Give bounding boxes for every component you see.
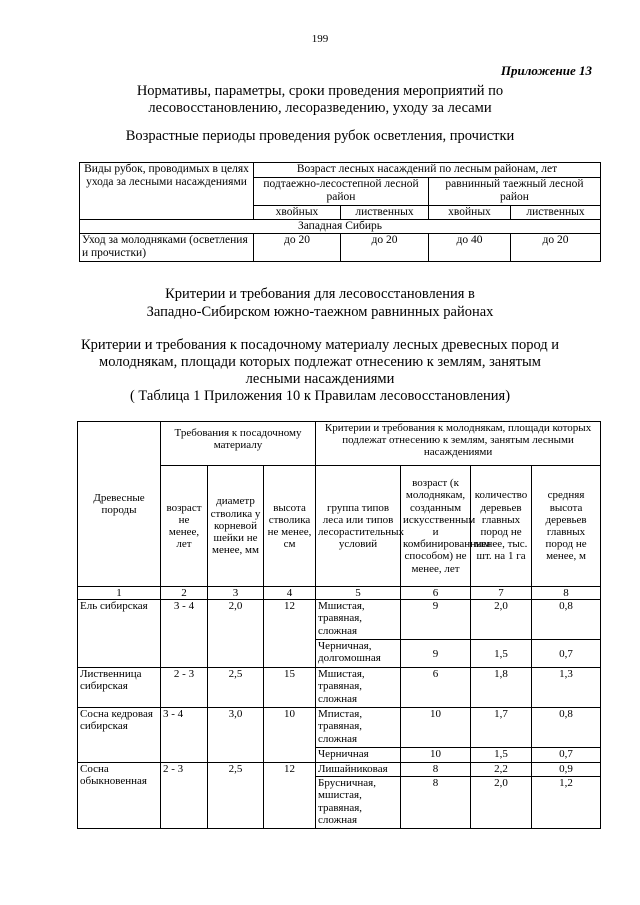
- cell-height: 10: [264, 708, 316, 763]
- species-name: Ель сибирская: [78, 600, 161, 668]
- species-name: Сосна кедровая сибирская: [78, 708, 161, 763]
- document-title-line: Нормативы, параметры, сроки проведения мероприятий по: [136, 83, 504, 99]
- header-young-age: возраст (к молоднякам, созданным искусственным и комбинированным способом) не менее, лет: [401, 466, 471, 587]
- header-diameter: диаметр стволика у корневой шейки не менее, мм: [208, 466, 264, 587]
- cell-young-age: 8: [401, 777, 471, 829]
- cell-average-height: 1,2: [532, 777, 601, 829]
- header-region-subtaiga: подтаежно-лесостепной лесной район: [254, 178, 429, 206]
- document-title: [0, 83, 640, 117]
- table2-caption: [0, 337, 640, 405]
- header-average-height: средняя высота деревьев главных пород не менее, м: [532, 466, 601, 587]
- cell-diameter: 2,0: [208, 600, 264, 668]
- column-number: 7: [471, 587, 532, 600]
- cell-young-age: 8: [401, 763, 471, 777]
- cell-diameter: 3,0: [208, 708, 264, 763]
- section-heading-line: Критерии и требования для лесовосстановления в: [165, 286, 475, 302]
- cell-value: до 40: [429, 234, 511, 262]
- cell-diameter: 2,5: [208, 763, 264, 829]
- cell-age: 3 - 4: [161, 600, 208, 668]
- table1-caption: Возрастные периоды проведения рубок осветления, прочистки: [125, 128, 515, 144]
- column-number: 2: [161, 587, 208, 600]
- cell-forest-type-group: Лишайниковая: [316, 763, 401, 777]
- header-young-stands: Критерии и требования к молоднякам, площади которых подлежат отнесению к землям, занятым лесными насаждениями: [316, 422, 601, 466]
- cell-forest-type-group: Мпистая, травяная, сложная: [316, 708, 401, 748]
- header-species: Древесные породы: [78, 422, 161, 587]
- section-heading: [0, 285, 640, 321]
- column-number: 3: [208, 587, 264, 600]
- cell-height: 12: [264, 600, 316, 668]
- table2-caption-line: Критерии и требования к посадочному материалу лесных древесных пород и: [80, 337, 560, 353]
- cell-tree-count: 2,0: [471, 600, 532, 640]
- cell-average-height: 0,7: [532, 748, 601, 763]
- header-tree-count: количество деревьев главных пород не менее, тыс. шт. на 1 га: [471, 466, 532, 587]
- header-coniferous: хвойных: [429, 206, 511, 220]
- header-region-taiga: равнинный таежный лесной район: [429, 178, 601, 206]
- cell-value: до 20: [341, 234, 429, 262]
- table-row: [78, 600, 601, 640]
- header-coniferous: хвойных: [254, 206, 341, 220]
- cell-average-height: 1,3: [532, 668, 601, 708]
- table-row: [78, 668, 601, 708]
- species-name: Лиственница сибирская: [78, 668, 161, 708]
- cell-value: до 20: [254, 234, 341, 262]
- header-planting-material: Требования к посадочному материалу: [161, 422, 316, 466]
- cell-young-age: 10: [401, 748, 471, 763]
- header-forest-type-group: группа типов леса или типов лесорастительных условий: [316, 466, 401, 587]
- cell-forest-type-group: Мшистая, травяная, сложная: [316, 600, 401, 640]
- document-title-line: лесовосстановлению, лесоразведению, уходу за лесами: [148, 100, 492, 116]
- cell-age: 3 - 4: [161, 708, 208, 763]
- cell-young-age: 6: [401, 668, 471, 708]
- cell-forest-type-group: Черничная, долгомошная: [316, 640, 401, 668]
- cell-tree-count: 2,0: [471, 777, 532, 829]
- cell-age: 2 - 3: [161, 668, 208, 708]
- species-name: Сосна обыкновенная: [78, 763, 161, 829]
- row-cutting-type: Уход за молодняками (осветления и прочистки): [80, 234, 254, 262]
- header-cutting-types: Виды рубок, проводимых в целях ухода за лесными насаждениями: [80, 163, 254, 220]
- cell-tree-count: 2,2: [471, 763, 532, 777]
- header-age: возраст не менее, лет: [161, 466, 208, 587]
- cell-young-age: 10: [401, 708, 471, 748]
- table-row: [78, 763, 601, 777]
- cell-tree-count: 1,7: [471, 708, 532, 748]
- appendix-label: Приложение 13: [500, 63, 592, 78]
- column-number: 6: [401, 587, 471, 600]
- cell-tree-count: 1,8: [471, 668, 532, 708]
- cell-height: 12: [264, 763, 316, 829]
- header-deciduous: лиственных: [511, 206, 601, 220]
- column-number: 5: [316, 587, 401, 600]
- table-row: [78, 708, 601, 748]
- table2-caption-line: ( Таблица 1 Приложения 10 к Правилам лесовосстановления): [129, 388, 511, 404]
- cell-forest-type-group: Мшистая, травяная, сложная: [316, 668, 401, 708]
- cell-average-height: 0,9: [532, 763, 601, 777]
- cell-average-height: 0,8: [532, 600, 601, 640]
- column-number: 8: [532, 587, 601, 600]
- cell-young-age: 9: [401, 600, 471, 640]
- cell-average-height: 0,7: [532, 640, 601, 668]
- cell-average-height: 0,8: [532, 708, 601, 748]
- column-number: 4: [264, 587, 316, 600]
- cell-diameter: 2,5: [208, 668, 264, 708]
- cell-tree-count: 1,5: [471, 748, 532, 763]
- age-periods-table: [79, 162, 601, 262]
- header-forest-age: Возраст лесных насаждений по лесным районам, лет: [254, 163, 601, 178]
- cell-age: 2 - 3: [161, 763, 208, 829]
- table2-caption-line: молоднякам, площади которых подлежат отнесению к землям, занятым: [99, 354, 541, 370]
- cell-height: 15: [264, 668, 316, 708]
- page-number: 199: [311, 33, 329, 45]
- section-west-siberia: Западная Сибирь: [80, 220, 601, 234]
- section-heading-line: Западно-Сибирском южно-таежном равнинных районах: [146, 304, 494, 320]
- header-deciduous: лиственных: [341, 206, 429, 220]
- cell-forest-type-group: Брусничная, мшистая, травяная, сложная: [316, 777, 401, 829]
- cell-forest-type-group: Черничная: [316, 748, 401, 763]
- table2-caption-line: лесными насаждениями: [245, 371, 395, 387]
- column-number: 1: [78, 587, 161, 600]
- cell-value: до 20: [511, 234, 601, 262]
- criteria-table: [77, 421, 601, 829]
- header-height: высота стволика не менее, см: [264, 466, 316, 587]
- cell-young-age: 9: [401, 640, 471, 668]
- cell-tree-count: 1,5: [471, 640, 532, 668]
